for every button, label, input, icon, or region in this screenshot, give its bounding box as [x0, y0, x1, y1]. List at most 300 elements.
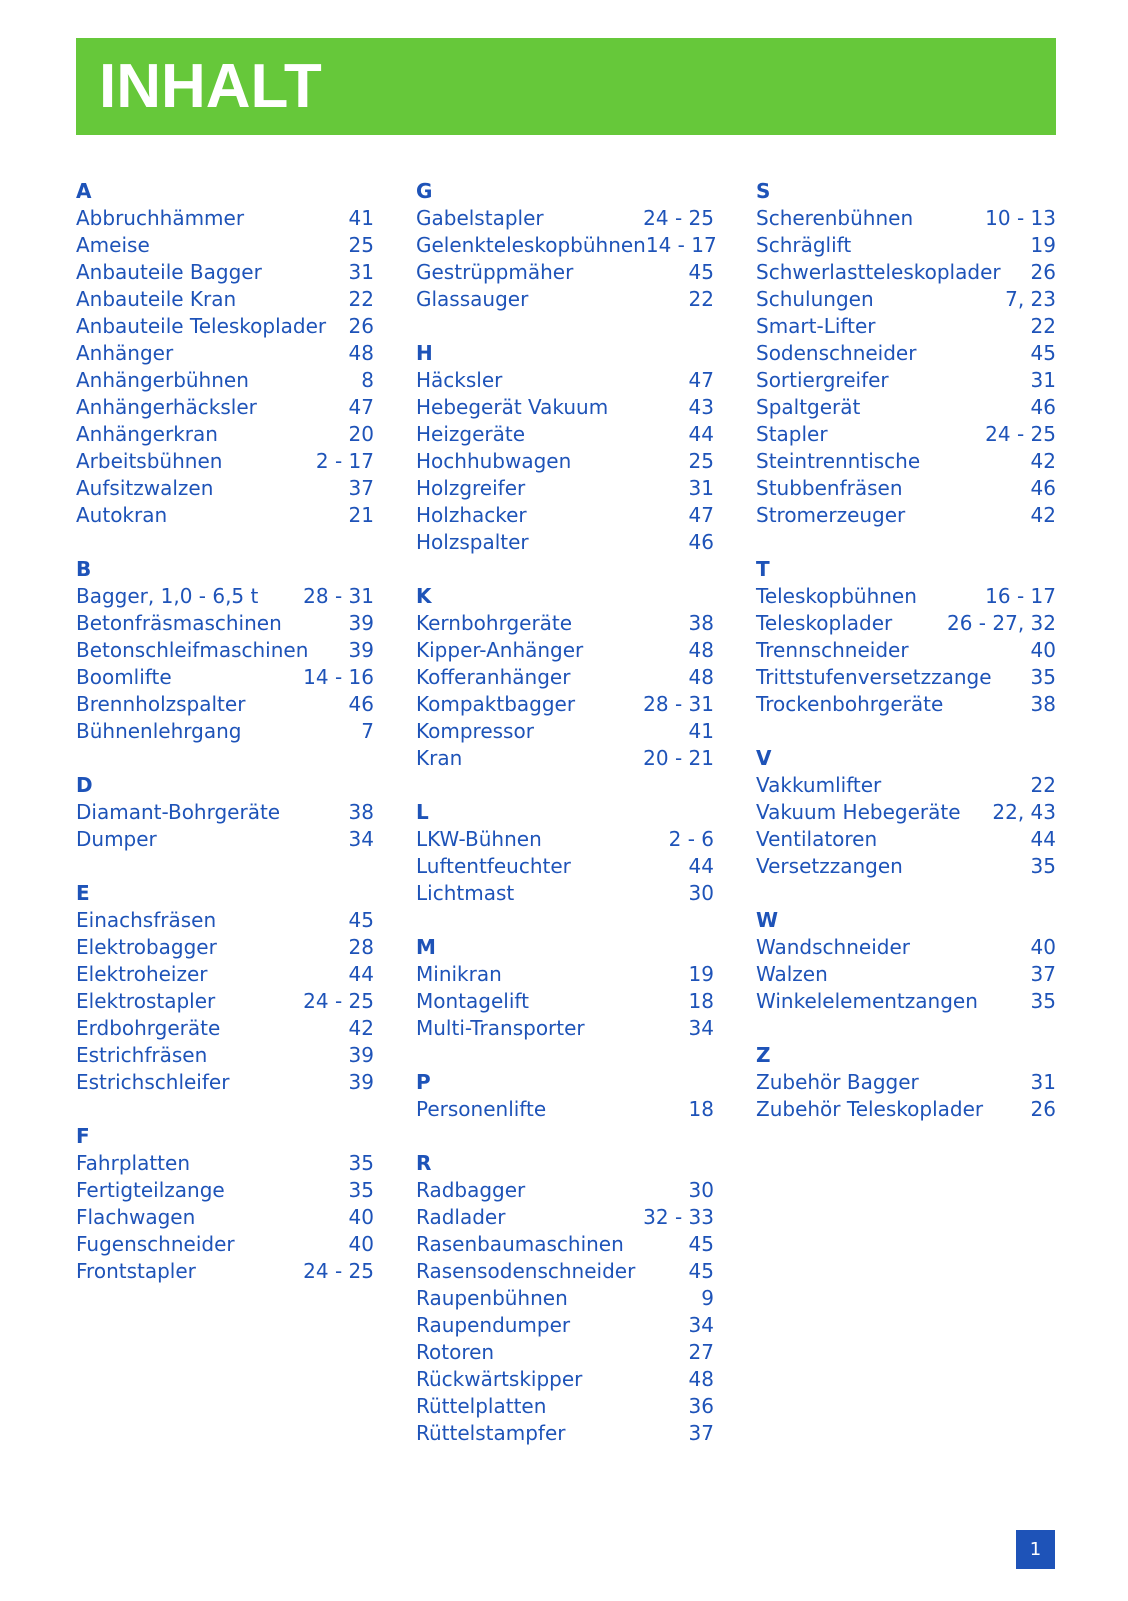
index-entry — [756, 799, 1056, 826]
index-entry-term: Trittstufenversetzzange — [756, 665, 992, 689]
index-entry — [756, 961, 1056, 988]
index-entry-term: Teleskoplader — [756, 611, 893, 635]
index-entry-page: 7, 23 — [1005, 287, 1056, 311]
index-entry — [416, 1258, 714, 1285]
index-entry-term: Autokran — [76, 503, 168, 527]
index-entry-term: Dumper — [76, 827, 157, 851]
index-entry — [416, 1231, 714, 1258]
index-letter-heading: B — [76, 557, 92, 581]
index-entry-term: Bagger, 1,0 - 6,5 t — [76, 584, 259, 608]
index-entry-page: 43 — [688, 395, 714, 419]
index-entry-page: 42 — [1030, 503, 1056, 527]
index-entry-term: Stubbenfräsen — [756, 476, 903, 500]
index-entry — [76, 691, 374, 718]
index-entry-page: 24 - 25 — [303, 1259, 374, 1283]
index-entry-term: Rotoren — [416, 1340, 495, 1364]
index-group — [76, 772, 374, 853]
index-entry — [756, 988, 1056, 1015]
index-entry-page: 41 — [688, 719, 714, 743]
index-entry — [756, 1096, 1056, 1123]
index-entry-page: 44 — [688, 854, 714, 878]
index-entry — [416, 826, 714, 853]
index-entry — [416, 1312, 714, 1339]
index-entry-page: 44 — [348, 962, 374, 986]
index-entry-page: 45 — [688, 1232, 714, 1256]
index-entry — [416, 286, 714, 313]
index-entry-term: Anhänger — [76, 341, 174, 365]
index-entry — [76, 1015, 374, 1042]
index-letter-heading: M — [416, 935, 436, 959]
index-column-1 — [76, 178, 374, 1312]
index-entry-page: 32 - 33 — [643, 1205, 714, 1229]
index-entry-page: 18 — [688, 989, 714, 1013]
index-entry-term: Smart-Lifter — [756, 314, 876, 338]
index-entry-page: 47 — [688, 503, 714, 527]
index-entry — [76, 718, 374, 745]
index-entry-page: 27 — [688, 1340, 714, 1364]
index-group — [756, 556, 1056, 718]
index-entry — [76, 907, 374, 934]
index-letter-heading: V — [756, 746, 772, 770]
index-entry-page: 19 — [688, 962, 714, 986]
index-entry — [76, 286, 374, 313]
index-entry-term: Flachwagen — [76, 1205, 196, 1229]
index-entry — [756, 205, 1056, 232]
index-entry-page: 7 — [361, 719, 374, 743]
index-entry-page: 37 — [688, 1421, 714, 1445]
index-entry-term: Rasensodenschneider — [416, 1259, 636, 1283]
index-entry — [756, 340, 1056, 367]
index-entry — [756, 583, 1056, 610]
index-entry-page: 35 — [348, 1151, 374, 1175]
index-letter-heading: H — [416, 341, 433, 365]
index-entry-term: Stapler — [756, 422, 828, 446]
index-entry — [756, 772, 1056, 799]
index-entry-term: Schwerlastteleskoplader — [756, 260, 1001, 284]
index-entry-term: Ventilatoren — [756, 827, 878, 851]
index-entry-page: 48 — [688, 1367, 714, 1391]
index-entry — [416, 880, 714, 907]
index-entry-page: 45 — [348, 908, 374, 932]
index-entry-page: 9 — [701, 1286, 714, 1310]
index-entry — [416, 394, 714, 421]
index-entry — [76, 664, 374, 691]
index-entry — [76, 961, 374, 988]
index-entry-term: Diamant-Bohrgeräte — [76, 800, 281, 824]
index-group — [76, 178, 374, 529]
index-entry-term: Raupendumper — [416, 1313, 571, 1337]
index-entry-term: Fugenschneider — [76, 1232, 235, 1256]
index-entry-term: Montagelift — [416, 989, 529, 1013]
index-entry-page: 36 — [688, 1394, 714, 1418]
index-entry-term: Frontstapler — [76, 1259, 196, 1283]
index-letter-heading: D — [76, 773, 93, 797]
index-entry — [76, 340, 374, 367]
index-entry — [416, 448, 714, 475]
index-entry-term: Ameise — [76, 233, 150, 257]
index-entry-page: 10 - 13 — [985, 206, 1056, 230]
index-entry-term: Minikran — [416, 962, 502, 986]
index-entry-term: Häcksler — [416, 368, 503, 392]
index-letter-heading: T — [756, 557, 770, 581]
index-entry — [756, 826, 1056, 853]
index-entry-term: Holzgreifer — [416, 476, 526, 500]
index-entry-term: Kofferanhänger — [416, 665, 571, 689]
index-entry — [76, 583, 374, 610]
index-entry — [76, 1204, 374, 1231]
index-entry — [756, 394, 1056, 421]
index-entry-term: Estrichschleifer — [76, 1070, 230, 1094]
index-entry-page: 14 - 16 — [303, 665, 374, 689]
index-entry-page: 48 — [688, 665, 714, 689]
index-entry — [76, 367, 374, 394]
index-entry-term: Bühnenlehrgang — [76, 719, 242, 743]
index-group — [416, 1069, 714, 1123]
index-entry — [76, 1258, 374, 1285]
index-entry-page: 42 — [348, 1016, 374, 1040]
index-entry-page: 19 — [1030, 233, 1056, 257]
index-entry-page: 16 - 17 — [985, 584, 1056, 608]
index-entry-term: Kompressor — [416, 719, 534, 743]
index-entry-term: Anhängerhäcksler — [76, 395, 257, 419]
index-entry — [416, 529, 714, 556]
index-entry-term: Holzhacker — [416, 503, 527, 527]
index-entry-page: 40 — [1030, 935, 1056, 959]
index-entry-page: 46 — [688, 530, 714, 554]
index-entry-page: 40 — [1030, 638, 1056, 662]
index-entry-term: Wandschneider — [756, 935, 910, 959]
index-entry-page: 31 — [1030, 368, 1056, 392]
index-entry-page: 22 — [348, 287, 374, 311]
index-letter-heading: Z — [756, 1043, 771, 1067]
index-entry-term: Hebegerät Vakuum — [416, 395, 609, 419]
index-entry-term: Kernbohrgeräte — [416, 611, 573, 635]
index-entry-term: Vakuum Hebegeräte — [756, 800, 961, 824]
index-entry-term: Anbauteile Kran — [76, 287, 237, 311]
index-entry-term: Elektroheizer — [76, 962, 208, 986]
index-entry — [756, 637, 1056, 664]
index-entry — [416, 475, 714, 502]
index-entry-term: Scherenbühnen — [756, 206, 914, 230]
index-entry — [416, 1285, 714, 1312]
index-entry-page: 48 — [688, 638, 714, 662]
index-entry-term: Zubehör Teleskoplader — [756, 1097, 984, 1121]
index-entry — [416, 637, 714, 664]
index-letter-heading: S — [756, 179, 771, 203]
index-entry-term: Brennholzspalter — [76, 692, 246, 716]
index-entry-term: Kompaktbagger — [416, 692, 576, 716]
index-entry — [416, 1096, 714, 1123]
index-entry-page: 28 — [348, 935, 374, 959]
index-entry-page: 26 — [1030, 1097, 1056, 1121]
index-entry-page: 45 — [1030, 341, 1056, 365]
index-entry-page: 18 — [688, 1097, 714, 1121]
index-entry — [76, 988, 374, 1015]
index-entry — [756, 610, 1056, 637]
index-entry — [756, 448, 1056, 475]
index-entry — [416, 1366, 714, 1393]
index-entry-term: Kran — [416, 746, 463, 770]
index-entry — [416, 610, 714, 637]
index-entry — [76, 934, 374, 961]
index-entry-term: Glassauger — [416, 287, 529, 311]
index-entry-term: Aufsitzwalzen — [76, 476, 214, 500]
index-entry-term: Erdbohrgeräte — [76, 1016, 221, 1040]
index-entry — [76, 313, 374, 340]
index-entry-page: 31 — [1030, 1070, 1056, 1094]
index-entry-page: 38 — [348, 800, 374, 824]
index-letter-heading: P — [416, 1070, 431, 1094]
index-entry-page: 28 - 31 — [303, 584, 374, 608]
index-entry-page: 48 — [348, 341, 374, 365]
index-entry-page: 20 — [348, 422, 374, 446]
index-entry-term: Walzen — [756, 962, 828, 986]
index-entry-term: Raupenbühnen — [416, 1286, 568, 1310]
index-entry — [76, 475, 374, 502]
index-entry-term: Stromerzeuger — [756, 503, 906, 527]
index-group — [416, 799, 714, 907]
index-entry-page: 45 — [688, 1259, 714, 1283]
index-entry-term: Anhängerkran — [76, 422, 218, 446]
index-entry — [416, 421, 714, 448]
index-entry-term: Kipper-Anhänger — [416, 638, 584, 662]
index-entry — [76, 1150, 374, 1177]
index-entry-term: Fertigteilzange — [76, 1178, 225, 1202]
index-entry-term: Betonfräsmaschinen — [76, 611, 282, 635]
index-column-3 — [756, 178, 1056, 1150]
index-group — [416, 934, 714, 1042]
index-entry-page: 35 — [1030, 665, 1056, 689]
index-entry-term: Elektrostapler — [76, 989, 216, 1013]
index-entry-page: 22 — [1030, 773, 1056, 797]
index-entry-term: Boomlifte — [76, 665, 172, 689]
index-entry-term: Gabelstapler — [416, 206, 544, 230]
index-entry — [416, 691, 714, 718]
index-entry-term: Hochhubwagen — [416, 449, 572, 473]
index-group — [756, 1042, 1056, 1123]
index-entry — [76, 1231, 374, 1258]
index-entry — [416, 718, 714, 745]
index-entry — [416, 853, 714, 880]
index-entry-term: Schulungen — [756, 287, 874, 311]
index-entry-page: 21 — [348, 503, 374, 527]
index-entry-page: 39 — [348, 611, 374, 635]
index-entry — [756, 853, 1056, 880]
index-entry-page: 22, 43 — [992, 800, 1056, 824]
index-entry-page: 31 — [688, 476, 714, 500]
index-group — [756, 178, 1056, 529]
index-entry-page: 25 — [348, 233, 374, 257]
index-entry — [76, 1042, 374, 1069]
index-entry-page: 35 — [348, 1178, 374, 1202]
index-group — [76, 1123, 374, 1285]
index-entry-term: Einachsfräsen — [76, 908, 217, 932]
index-entry — [76, 1177, 374, 1204]
index-entry — [416, 1393, 714, 1420]
index-entry — [756, 1069, 1056, 1096]
index-letter-heading: E — [76, 881, 90, 905]
index-entry-page: 45 — [688, 260, 714, 284]
index-entry-page: 39 — [348, 1043, 374, 1067]
index-entry-page: 30 — [688, 881, 714, 905]
index-letter-heading: L — [416, 800, 429, 824]
index-entry-term: Rasenbaumaschinen — [416, 1232, 624, 1256]
index-entry — [416, 1204, 714, 1231]
index-entry — [756, 232, 1056, 259]
index-group — [76, 556, 374, 745]
index-entry — [756, 934, 1056, 961]
index-entry-page: 24 - 25 — [985, 422, 1056, 446]
index-entry — [76, 610, 374, 637]
index-entry — [416, 367, 714, 394]
index-entry-page: 20 - 21 — [643, 746, 714, 770]
index-entry-term: Estrichfräsen — [76, 1043, 208, 1067]
index-entry — [76, 259, 374, 286]
index-entry-term: Holzspalter — [416, 530, 529, 554]
index-entry-term: Rüttelplatten — [416, 1394, 547, 1418]
index-entry-page: 24 - 25 — [303, 989, 374, 1013]
index-entry — [76, 826, 374, 853]
index-entry-page: 35 — [1030, 854, 1056, 878]
index-entry — [756, 259, 1056, 286]
index-entry — [76, 421, 374, 448]
index-entry-term: Steintrenntische — [756, 449, 921, 473]
index-entry-term: Winkelelementzangen — [756, 989, 978, 1013]
index-entry-term: Sortiergreifer — [756, 368, 889, 392]
index-entry — [416, 502, 714, 529]
index-entry-term: Fahrplatten — [76, 1151, 190, 1175]
index-letter-heading: G — [416, 179, 433, 203]
index-entry-term: Betonschleifmaschinen — [76, 638, 309, 662]
index-entry-page: 34 — [348, 827, 374, 851]
index-entry-term: Elektrobagger — [76, 935, 217, 959]
index-entry — [416, 1177, 714, 1204]
index-group — [756, 907, 1056, 1015]
index-letter-heading: F — [76, 1124, 90, 1148]
index-entry-term: Lichtmast — [416, 881, 515, 905]
index-entry-page: 26 — [348, 314, 374, 338]
index-entry-page: 44 — [688, 422, 714, 446]
index-entry-page: 47 — [348, 395, 374, 419]
index-entry-page: 8 — [361, 368, 374, 392]
index-entry-page: 28 - 31 — [643, 692, 714, 716]
index-entry-page: 2 - 17 — [315, 449, 374, 473]
index-entry — [416, 1420, 714, 1447]
index-entry-page: 2 - 6 — [668, 827, 714, 851]
index-entry — [416, 664, 714, 691]
index-entry-term: Trennschneider — [756, 638, 909, 662]
index-entry — [756, 421, 1056, 448]
index-entry-term: Multi-Transporter — [416, 1016, 585, 1040]
index-entry — [76, 799, 374, 826]
index-entry-page: 26 — [1030, 260, 1056, 284]
index-entry-term: Heizgeräte — [416, 422, 526, 446]
index-entry-term: Schräglift — [756, 233, 852, 257]
index-letter-heading: W — [756, 908, 779, 932]
index-entry-term: Radbagger — [416, 1178, 526, 1202]
index-entry-page: 38 — [1030, 692, 1056, 716]
index-entry-page: 35 — [1030, 989, 1056, 1013]
index-entry-page: 34 — [688, 1313, 714, 1337]
index-entry — [416, 745, 714, 772]
index-entry — [416, 259, 714, 286]
index-entry — [756, 664, 1056, 691]
index-entry-page: 40 — [348, 1232, 374, 1256]
index-entry — [416, 232, 717, 259]
index-entry-page: 38 — [688, 611, 714, 635]
index-entry-term: Anhängerbühnen — [76, 368, 249, 392]
index-entry-page: 34 — [688, 1016, 714, 1040]
index-entry-term: Versetzzangen — [756, 854, 903, 878]
header-banner — [76, 38, 1056, 135]
index-entry — [76, 1069, 374, 1096]
index-entry-page: 39 — [348, 638, 374, 662]
index-entry-term: LKW-Bühnen — [416, 827, 542, 851]
index-entry-page: 37 — [348, 476, 374, 500]
index-entry — [756, 502, 1056, 529]
index-entry-term: Zubehör Bagger — [756, 1070, 919, 1094]
index-entry-page: 30 — [688, 1178, 714, 1202]
index-entry — [416, 961, 714, 988]
index-group — [416, 340, 714, 556]
index-entry-term: Radlader — [416, 1205, 506, 1229]
index-group — [416, 178, 717, 313]
index-entry-page: 46 — [348, 692, 374, 716]
index-entry-page: 26 - 27, 32 — [947, 611, 1056, 635]
page-number: 1 — [1016, 1530, 1055, 1569]
index-entry — [416, 988, 714, 1015]
index-entry-page: 47 — [688, 368, 714, 392]
index-entry-page: 24 - 25 — [643, 206, 714, 230]
index-entry-page: 39 — [348, 1070, 374, 1094]
index-group — [416, 583, 714, 772]
index-letter-heading: K — [416, 584, 432, 608]
index-entry-page: 44 — [1030, 827, 1056, 851]
index-entry-page: 22 — [1030, 314, 1056, 338]
index-entry-term: Abbruchhämmer — [76, 206, 245, 230]
index-entry-term: Anbauteile Bagger — [76, 260, 262, 284]
index-entry-term: Arbeitsbühnen — [76, 449, 223, 473]
index-entry-page: 46 — [1030, 395, 1056, 419]
index-entry — [756, 286, 1056, 313]
index-entry-term: Luftentfeuchter — [416, 854, 571, 878]
index-entry-page: 31 — [348, 260, 374, 284]
index-entry — [76, 232, 374, 259]
index-entry-page: 41 — [348, 206, 374, 230]
index-entry — [756, 313, 1056, 340]
index-entry-term: Personenlifte — [416, 1097, 547, 1121]
index-letter-heading: R — [416, 1151, 432, 1175]
index-entry-page: 22 — [688, 287, 714, 311]
index-entry-page: 40 — [348, 1205, 374, 1229]
index-entry-page: 14 - 17 — [645, 233, 717, 257]
index-entry-term: Vakkumlifter — [756, 773, 882, 797]
index-entry-term: Spaltgerät — [756, 395, 861, 419]
index-entry — [416, 1339, 714, 1366]
index-entry-term: Anbauteile Teleskoplader — [76, 314, 327, 338]
index-entry — [76, 448, 374, 475]
index-entry — [416, 205, 714, 232]
index-letter-heading: A — [76, 179, 92, 203]
index-group — [76, 880, 374, 1096]
index-entry-page: 42 — [1030, 449, 1056, 473]
index-entry — [756, 475, 1056, 502]
index-entry-term: Gestrüppmäher — [416, 260, 574, 284]
index-entry-term: Rückwärtskipper — [416, 1367, 583, 1391]
index-entry-term: Rüttelstampfer — [416, 1421, 566, 1445]
index-entry — [76, 502, 374, 529]
index-entry — [416, 1015, 714, 1042]
